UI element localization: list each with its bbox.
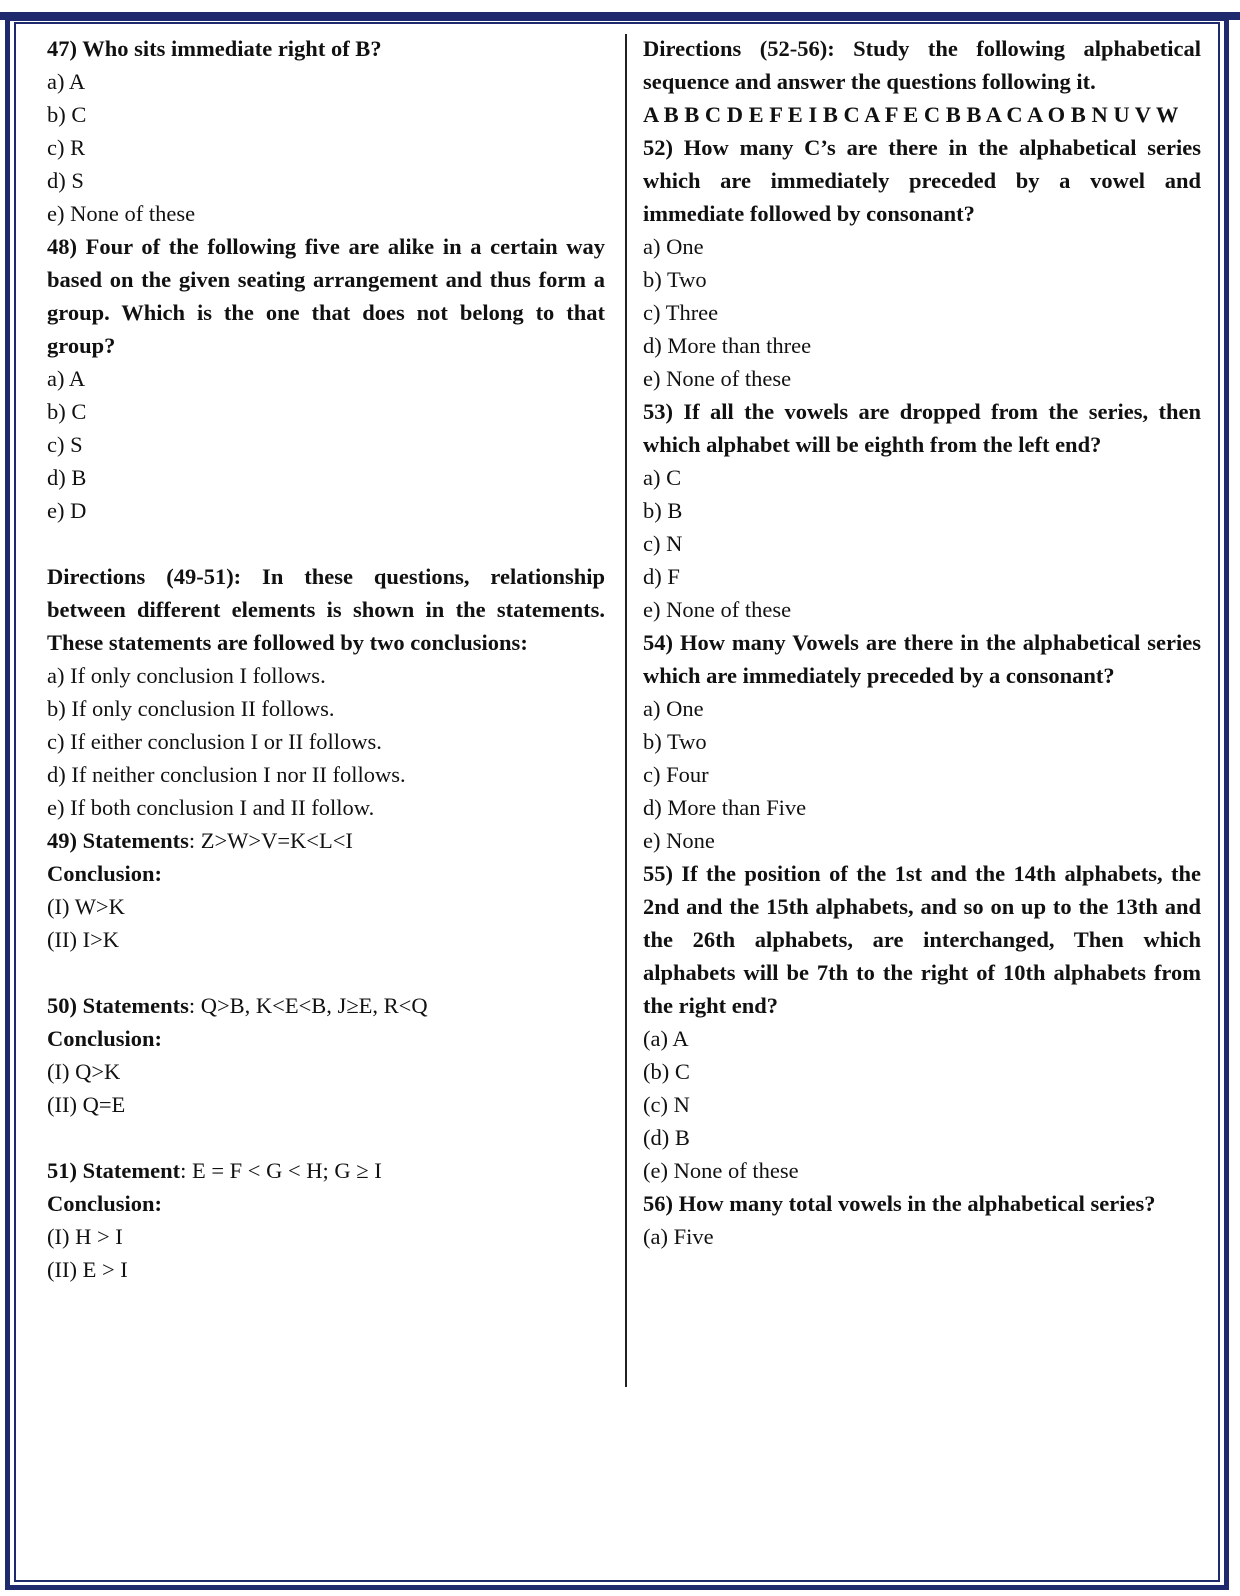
conclusion-label: Conclusion: [47, 861, 163, 886]
question-text: 53) If all the vowels are dropped from the series, then which alphabet will be eighth from the left end? [643, 399, 1201, 457]
option: c) Three [643, 300, 719, 325]
conclusion-label: Conclusion: [47, 1191, 163, 1216]
option: b) Two [643, 729, 707, 754]
question-51 [47, 1154, 605, 1286]
option: e) If both conclusion I and II follow. [47, 795, 375, 820]
directions-52-56 [643, 32, 1201, 131]
option: c) Four [643, 762, 709, 787]
option: d) S [47, 168, 84, 193]
option: a) One [643, 696, 704, 721]
option: e) None of these [643, 366, 792, 391]
question-text: 56) How many total vowels in the alphabetical series? [643, 1191, 1156, 1216]
alphabet-sequence: A B B C D E F E I B C A F E C B B A C A O B N U V W [643, 102, 1179, 127]
statement-label: 50) Statements [47, 993, 189, 1018]
option: c) If either conclusion I or II follows. [47, 729, 382, 754]
option: (a) A [643, 1026, 689, 1051]
option: d) More than three [643, 333, 812, 358]
directions-text: Directions (49-51): In these questions, relationship between different elements is shown in the statements. These statements are followed by two conclusions: [47, 564, 605, 655]
option: a) A [47, 366, 86, 391]
option: (a) Five [643, 1224, 714, 1249]
question-text: 47) Who sits immediate right of B? [47, 36, 382, 61]
conclusion: (II) Q=E [47, 1092, 126, 1117]
conclusion: (II) E > I [47, 1257, 128, 1282]
question-text: 55) If the position of the 1st and the 14th alphabets, the 2nd and the 15th alphabets, and so on up to the 13th and the 26th alphabets, are interchanged, Then which alphabets will be 7th to the right of 10th alphabets from the right end? [643, 861, 1201, 1018]
statement-text: : E = F < G < H; G ≥ I [180, 1158, 382, 1183]
option: e) D [47, 498, 87, 523]
question-text: 52) How many C’s are there in the alphabetical series which are immediately preceded by a vowel and immediate followed by consonant? [643, 135, 1201, 226]
option: b) C [47, 102, 87, 127]
option: e) None of these [643, 597, 792, 622]
question-55 [643, 857, 1201, 1187]
option: b) Two [643, 267, 707, 292]
option: d) More than Five [643, 795, 807, 820]
option: a) If only conclusion I follows. [47, 663, 326, 688]
option: c) N [643, 531, 683, 556]
conclusion: (I) W>K [47, 894, 125, 919]
left-column [47, 32, 605, 1286]
question-56 [643, 1187, 1201, 1253]
right-column [643, 32, 1201, 1253]
question-47 [47, 32, 605, 230]
option: a) A [47, 69, 86, 94]
option: b) If only conclusion II follows. [47, 696, 335, 721]
option: a) C [643, 465, 682, 490]
column-divider [625, 34, 627, 1387]
option: e) None [643, 828, 715, 853]
conclusion-label: Conclusion: [47, 1026, 163, 1051]
option: b) C [47, 399, 87, 424]
option: c) R [47, 135, 86, 160]
statement-text: : Z>W>V=K<L<I [188, 828, 353, 853]
option: d) B [47, 465, 87, 490]
statement-label: 51) Statement [47, 1158, 181, 1183]
conclusion: (II) I>K [47, 927, 120, 952]
option: (b) C [643, 1059, 690, 1084]
question-49 [47, 824, 605, 956]
statement-label: 49) Statements [47, 828, 189, 853]
option: e) None of these [47, 201, 196, 226]
directions-49-51 [47, 560, 605, 824]
option: d) F [643, 564, 680, 589]
option: (c) N [643, 1092, 690, 1117]
statement-text: : Q>B, K<E<B, J≥E, R<Q [188, 993, 428, 1018]
option: (e) None of these [643, 1158, 799, 1183]
directions-text: Directions (52-56): Study the following alphabetical sequence and answer the questions following it. [643, 36, 1201, 94]
question-54 [643, 626, 1201, 857]
conclusion: (I) Q>K [47, 1059, 121, 1084]
conclusion: (I) H > I [47, 1224, 123, 1249]
option: c) S [47, 432, 83, 457]
question-48 [47, 230, 605, 527]
option: (d) B [643, 1125, 690, 1150]
question-50 [47, 989, 605, 1121]
question-text: 48) Four of the following five are alike in a certain way based on the given seating arrangement and thus form a group. Which is the one that does not belong to that group? [47, 234, 605, 358]
question-52 [643, 131, 1201, 395]
question-text: 54) How many Vowels are there in the alphabetical series which are immediately preceded by a consonant? [643, 630, 1201, 688]
option: a) One [643, 234, 704, 259]
option: d) If neither conclusion I nor II follows. [47, 762, 406, 787]
option: b) B [643, 498, 683, 523]
question-53 [643, 395, 1201, 626]
